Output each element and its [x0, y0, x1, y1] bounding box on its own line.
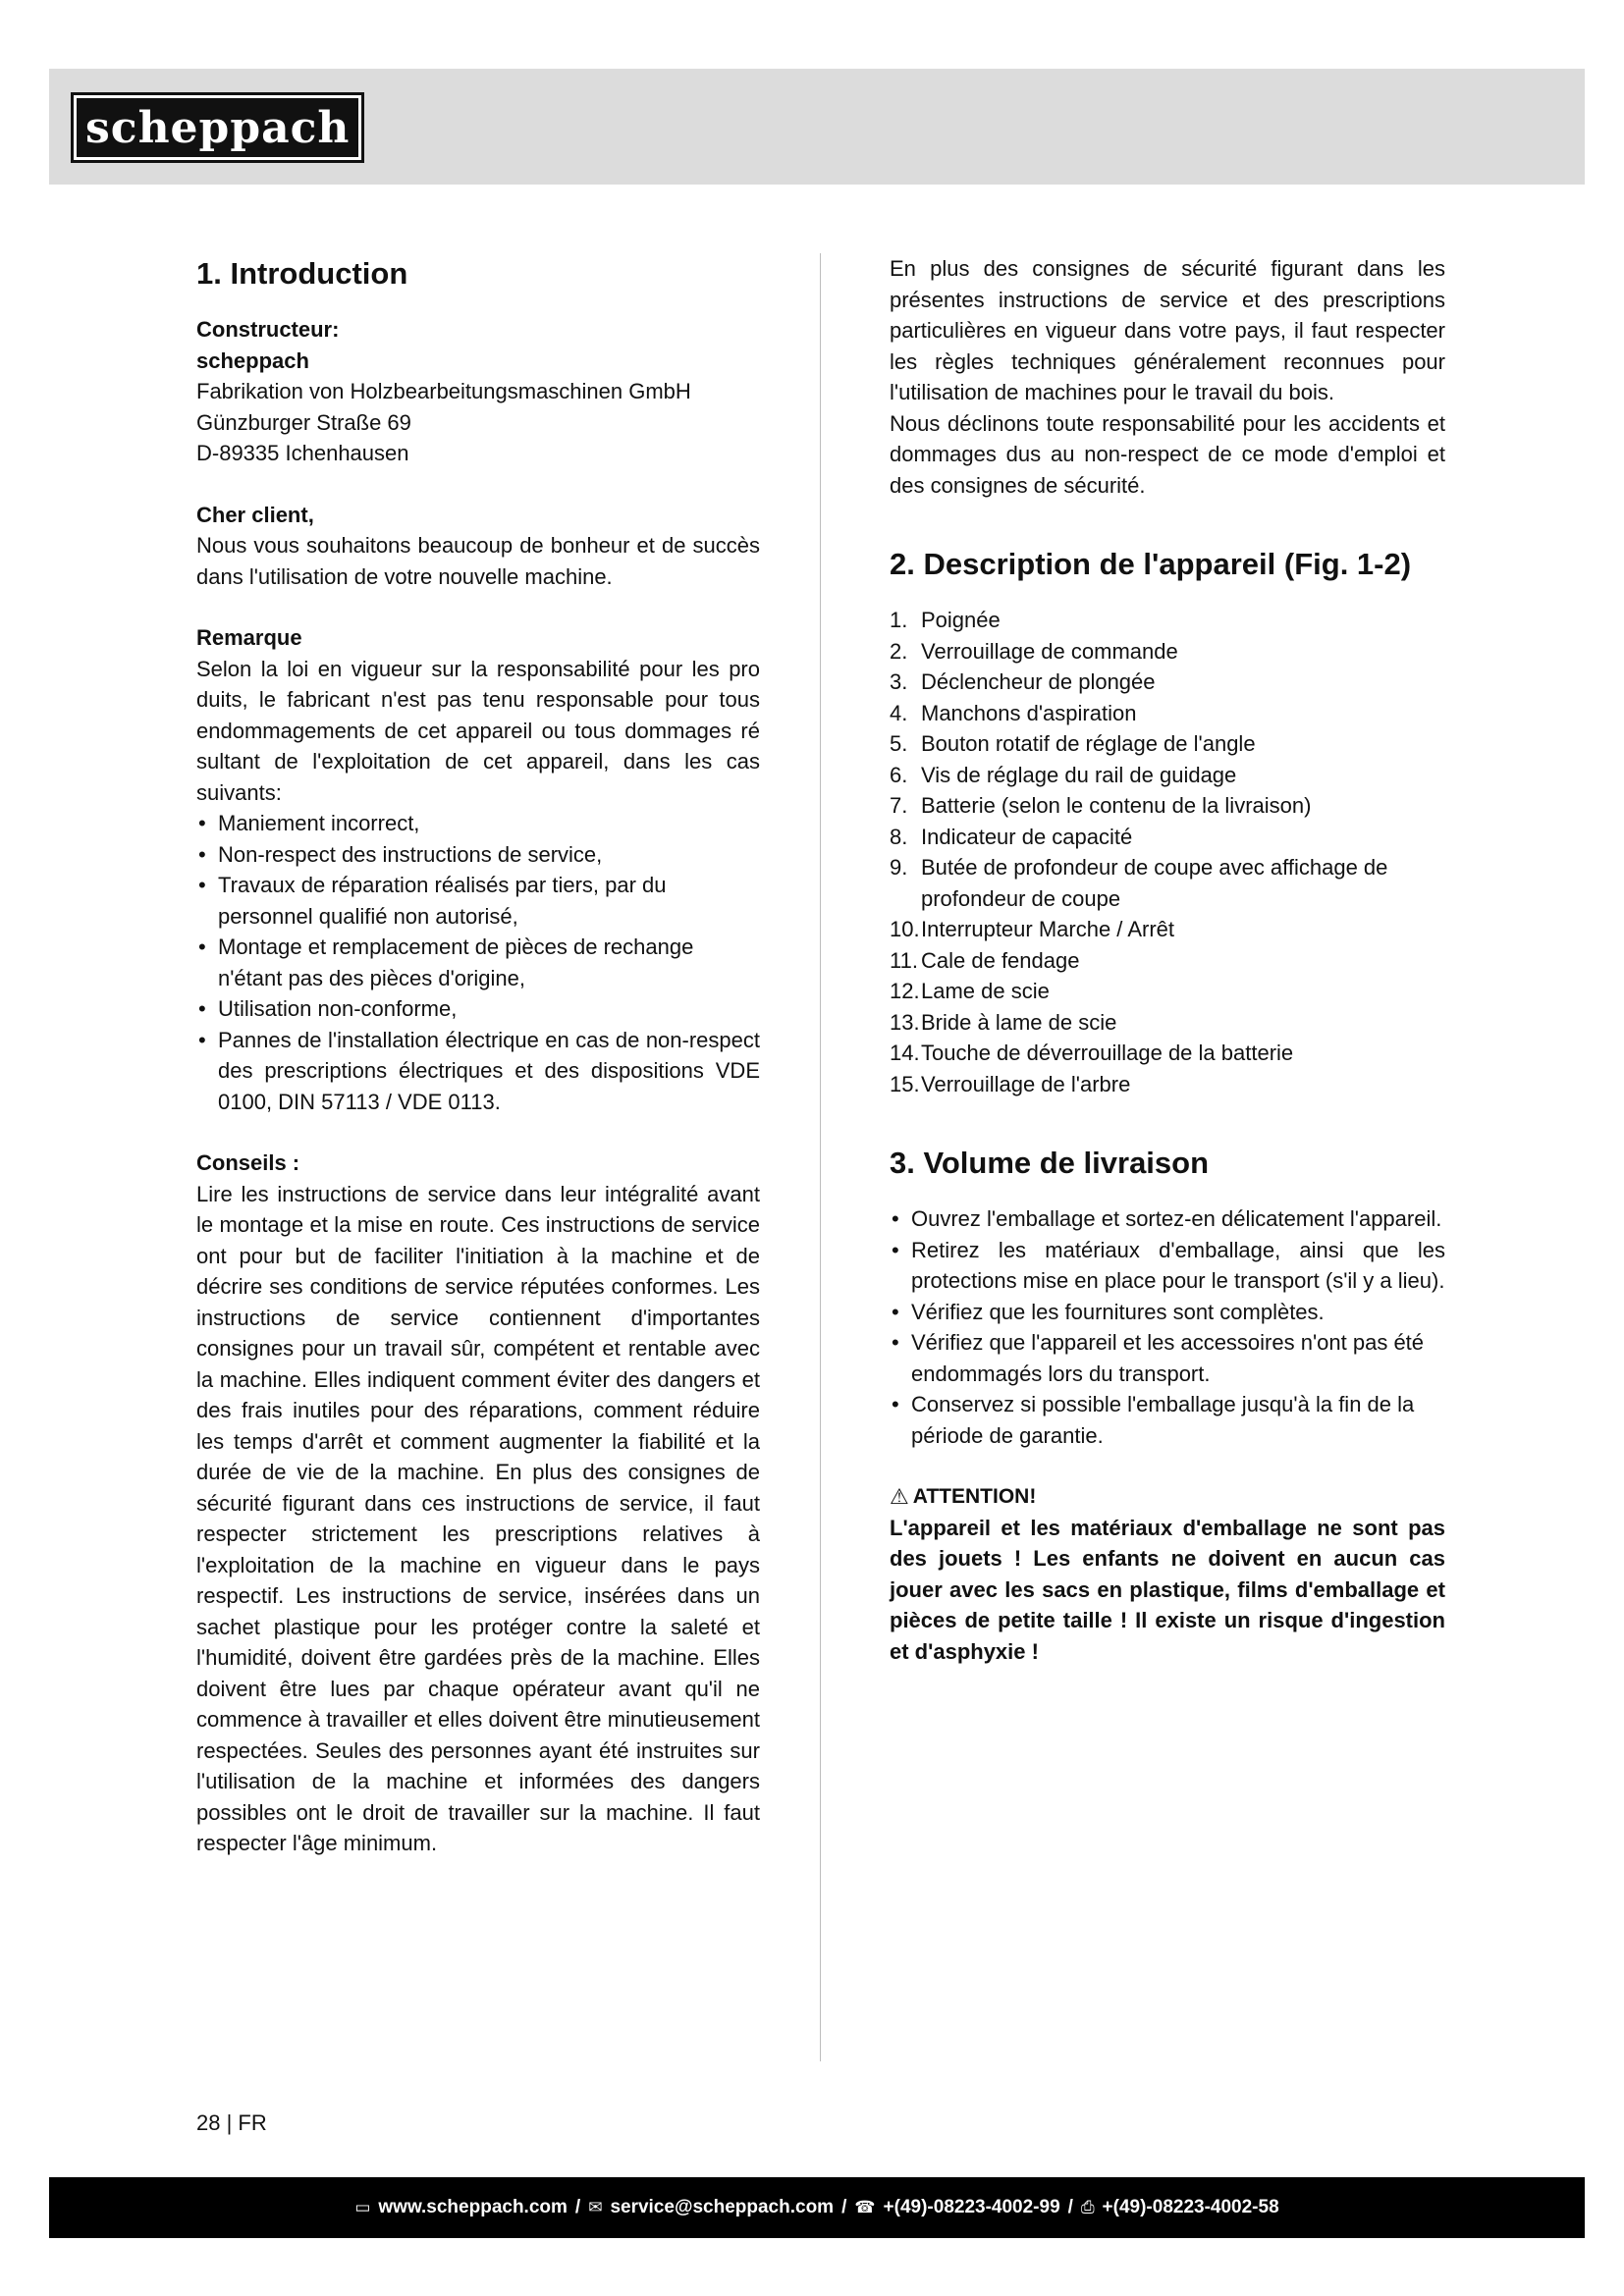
manufacturer-line: Fabrikation von Holzbearbeitungsmaschinen GmbH	[196, 379, 691, 403]
remark-text: Selon la loi en vigueur sur la responsabilité pour les pro duits, le fabricant n'est pas tenu responsable pour tous endommagements de cet appareil ou tous dommages ré sultant de l'exploitation de cet appareil, dans les cas suivants:	[196, 656, 760, 805]
list-item: 4. Manchons d'aspiration	[890, 700, 1137, 725]
footer-separator: /	[841, 2197, 847, 2217]
safety-paragraph-2: Nous déclinons toute responsabilité pour les accidents et dommages dus au non-respect de ce mode d'emploi et des consignes de sécurité.	[890, 410, 1445, 498]
parts-list	[890, 605, 1445, 1099]
list-item: • Montage et remplacement de pièces de rechange n'étant pas des pièces d'origine,	[196, 932, 760, 993]
footer-fax: +(49)-08223-4002-58	[1102, 2197, 1279, 2217]
list-item: • Maniement incorrect,	[196, 808, 760, 839]
list-item: 11. Cale de fendage	[890, 947, 1080, 973]
safety-paragraph-1: En plus des consignes de sécurité figurant dans les présentes instructions de service et des prescriptions particulières en vigueur dans votre pays, il faut respecter les règles techniques généralement reconnues pour l'utilisation de machines pour le travail du bois.	[890, 256, 1445, 404]
list-item: • Pannes de l'installation électrique en cas de non-respect des prescriptions électriques et des dispositions VDE 0100, DIN 57113 / VDE 0113.	[196, 1025, 760, 1118]
phone-icon: ☎	[854, 2198, 876, 2216]
attention-heading	[890, 1481, 1445, 1513]
footer-separator: /	[574, 2197, 581, 2217]
list-item: 8. Indicateur de capacité	[890, 824, 1133, 849]
delivery-list	[890, 1203, 1445, 1451]
scheppach-logo: scheppach	[71, 92, 364, 163]
list-item: • Utilisation non-conforme,	[196, 993, 760, 1025]
manufacturer-line: Günzburger Straße 69	[196, 409, 411, 435]
header-band	[49, 69, 1585, 185]
attention-text: L'appareil et les matériaux d'emballage ne sont pas des jouets ! Les enfants ne doivent en aucun cas jouer avec les sacs en plastique, films d'emballage et pièces de petite taille ! Il existe un risque d'ingestion et d'asphyxie !	[890, 1515, 1445, 1664]
list-item: 12. Lame de scie	[890, 979, 1050, 1003]
footer-separator: /	[1067, 2197, 1073, 2217]
monitor-icon: ▭	[354, 2198, 371, 2216]
dear-customer-text: Nous vous souhaitons beaucoup de bonheur et de succès dans l'utilisation de votre nouvelle machine.	[196, 533, 760, 589]
list-item: 10. Interrupteur Marche / Arrêt	[890, 917, 1174, 941]
footer-bar	[49, 2177, 1585, 2238]
page-number: 28 | FR	[196, 2110, 267, 2135]
footer-website[interactable]: www.scheppach.com	[378, 2197, 568, 2217]
list-item: 7. Batterie (selon le contenu de la livraison)	[890, 793, 1312, 818]
attention-title: ATTENTION!	[912, 1485, 1037, 1508]
mail-icon: ✉	[588, 2198, 603, 2216]
list-item: 3. Déclencheur de plongée	[890, 669, 1156, 694]
list-item: • Non-respect des instructions de service,	[196, 839, 760, 871]
list-item: 1. Poignée	[890, 608, 1001, 632]
manufacturer-label: Constructeur:	[196, 317, 340, 342]
left-column	[196, 253, 760, 1859]
list-item: 2. Verrouillage de commande	[890, 638, 1178, 664]
footer-email[interactable]: service@scheppach.com	[610, 2197, 835, 2217]
delivery-title: 3. Volume de livraison	[890, 1146, 1210, 1180]
list-item: • Ouvrez l'emballage et sortez-en délicatement l'appareil.	[890, 1203, 1445, 1235]
list-item: • Travaux de réparation réalisés par tiers, par du personnel qualifié non autorisé,	[196, 870, 760, 932]
list-item: 9. Butée de profondeur de coupe avec affichage de profondeur de coupe	[890, 855, 1388, 911]
remark-list	[196, 808, 760, 1117]
description-title: 2. Description de l'appareil (Fig. 1-2)	[890, 547, 1412, 581]
list-item: • Vérifiez que l'appareil et les accessoires n'ont pas été endommagés lors du transport.	[890, 1327, 1445, 1389]
list-item: • Vérifiez que les fournitures sont complètes.	[890, 1297, 1445, 1328]
list-item: 15. Verrouillage de l'arbre	[890, 1071, 1131, 1096]
column-divider	[820, 253, 821, 2061]
manufacturer-name: scheppach	[196, 347, 309, 373]
list-item: 13. Bride à lame de scie	[890, 1009, 1117, 1035]
advice-label: Conseils :	[196, 1150, 300, 1175]
footer-phone: +(49)-08223-4002-99	[883, 2197, 1060, 2217]
list-item: • Retirez les matériaux d'emballage, ainsi que les protections mise en place pour le transport (s'il y a lieu).	[890, 1235, 1445, 1297]
list-item: 6. Vis de réglage du rail de guidage	[890, 762, 1237, 787]
right-column	[890, 253, 1445, 1667]
advice-text: Lire les instructions de service dans leur intégralité avant le montage et la mise en route. Ces instructions de service ont pour but de faciliter l'initiation à la machine et de décrire ses conditions de service réputées conformes. Les instructions de service contiennent d'importantes consignes pour un travail sûr, compétent et rentable avec la machine. Elles indiquent comment éviter des dangers et des frais inutiles pour des réparations, comment réduire les temps d'arrêt et comment augmenter la fiabilité et la durée de vie de la machine. En plus des consignes de sécurité figurant dans ces instructions de service, il faut respecter strictement les prescriptions relatives à l'exploitation de la machine en vigueur dans le pays respectif. Les instructions de service, insérées dans un sachet plastique pour les protéger contre la saleté et l'humidité, doivent être gardées près de la machine. Elles doivent être lues par chaque opérateur avant qu'il ne commence à travailler et elles doivent être minutieusement respectées. Seules des personnes ayant été instruites sur l'utilisation de la machine et informées des dangers possibles ont le droit de travailler sur la machine. Il faut respecter l'âge minimum.	[196, 1181, 760, 1855]
list-item: • Conservez si possible l'emballage jusqu'à la fin de la période de garantie.	[890, 1389, 1445, 1451]
dear-customer-label: Cher client,	[196, 502, 314, 527]
warning-triangle-icon: ⚠	[890, 1484, 909, 1509]
remark-label: Remarque	[196, 625, 302, 650]
list-item: 5. Bouton rotatif de réglage de l'angle	[890, 731, 1256, 756]
fax-icon: ⎙	[1080, 2198, 1095, 2216]
list-item: 14. Touche de déverrouillage de la batterie	[890, 1041, 1294, 1065]
intro-title: 1. Introduction	[196, 256, 408, 291]
manufacturer-line: D-89335 Ichenhausen	[196, 441, 409, 465]
